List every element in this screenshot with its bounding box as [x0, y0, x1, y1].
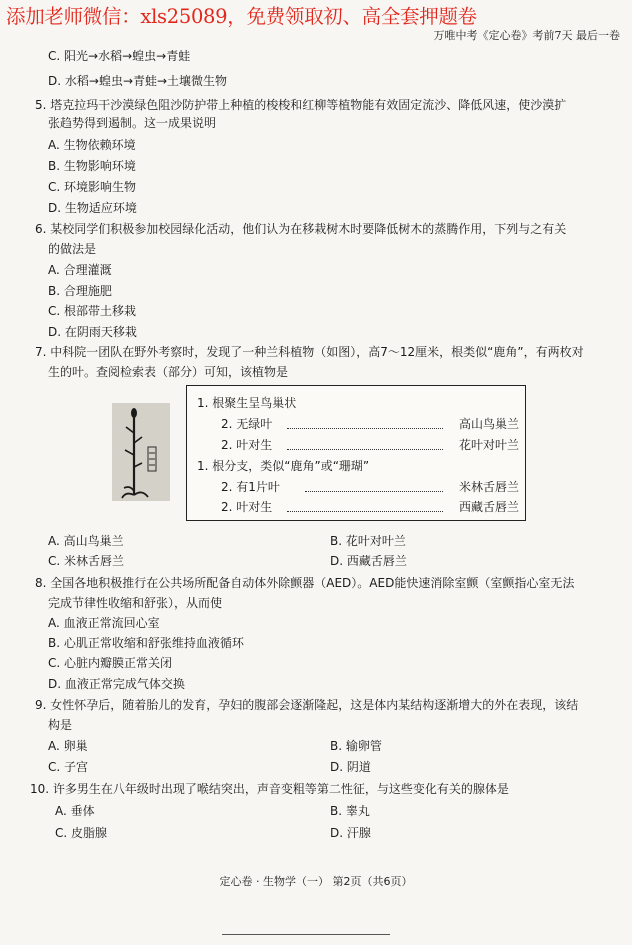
- q5-option-a: A. 生物依赖环境: [48, 138, 136, 152]
- page-footer: 定心卷 · 生物学（一） 第2页（共6页）: [219, 875, 413, 888]
- key-row-6-label: 2. 叶对生: [221, 500, 273, 514]
- q10-option-b: B. 睾丸: [330, 804, 370, 818]
- key-row-5-result: 米林舌唇兰: [458, 480, 519, 494]
- q7-option-b: B. 花叶对叶兰: [330, 534, 406, 548]
- bottom-divider: [222, 934, 390, 935]
- q6-option-a: A. 合理灌溉: [48, 263, 112, 277]
- q5-option-d: D. 生物适应环境: [48, 201, 137, 215]
- q7-option-d: D. 西藏舌唇兰: [330, 554, 407, 568]
- key-row-4: 1. 根分支，类似“鹿角”或“珊瑚”: [197, 459, 370, 473]
- q5-option-c: C. 环境影响生物: [48, 180, 137, 194]
- q6-option-d: D. 在阴雨天移栽: [48, 325, 137, 339]
- q6-stem-cont: 的做法是: [48, 242, 97, 256]
- q10-option-c: C. 皮脂腺: [55, 826, 108, 840]
- q7-option-c: C. 米林舌唇兰: [48, 554, 125, 568]
- q10-option-a: A. 垂体: [55, 804, 95, 818]
- q8-stem-cont: 完成节律性收缩和舒张），从而使: [48, 596, 223, 610]
- q4-option-d: D. 水稻→蝗虫→青蛙→土壤微生物: [48, 74, 228, 88]
- q9-stem: 9. 女性怀孕后，随着胎儿的发育，孕妇的腹部会逐渐隆起，这是体内某结构逐渐增大的外在表现，该结: [35, 698, 579, 712]
- q8-stem: 8. 全国各地积极推行在公共场所配备自动体外除颤器（AED）。AED能快速消除室颤（室颤指心室无法: [35, 576, 575, 590]
- q10-option-d: D. 汗腺: [330, 826, 371, 840]
- dichotomous-key-table: [186, 385, 526, 521]
- q10-stem: 10. 许多男生在八年级时出现了喉结突出，声音变粗等第二性征，与这些变化有关的腺体是: [30, 782, 509, 796]
- q9-option-c: C. 子宫: [48, 760, 89, 774]
- q6-option-c: C. 根部带土移栽: [48, 304, 137, 318]
- key-row-3-result: 花叶对叶兰: [458, 438, 519, 452]
- q9-option-d: D. 阴道: [330, 760, 371, 774]
- key-row-2-label: 2. 无绿叶: [221, 417, 273, 431]
- orchid-plant-icon: [112, 403, 170, 501]
- q6-option-b: B. 合理施肥: [48, 284, 112, 298]
- key-row-3-label: 2. 叶对生: [221, 438, 273, 452]
- q4-option-c: C. 阳光→水稻→蝗虫→青蛙: [48, 49, 191, 63]
- key-row-6-result: 西藏舌唇兰: [458, 500, 519, 514]
- q9-option-a: A. 卵巢: [48, 739, 88, 753]
- q7-stem-cont: 生的叶。查阅检索表（部分）可知，该植物是: [48, 365, 289, 379]
- q7-stem: 7. 中科院一团队在野外考察时，发现了一种兰科植物（如图），高7～12厘米，根类似“鹿角”，有两枚对: [35, 345, 584, 359]
- q5-stem-cont: 张趋势得到遏制。这一成果说明: [48, 116, 217, 130]
- q5-option-b: B. 生物影响环境: [48, 159, 136, 173]
- key-row-1: 1. 根聚生呈鸟巢状: [197, 396, 297, 410]
- q8-option-c: C. 心脏内瓣膜正常关闭: [48, 656, 173, 670]
- exam-subtitle: 万唯中考《定心卷》考前7天 最后一卷: [433, 29, 620, 42]
- q8-option-d: D. 血液正常完成气体交换: [48, 677, 185, 691]
- q8-option-b: B. 心肌正常收缩和舒张维持血液循环: [48, 636, 244, 650]
- promo-banner: 添加老师微信：xls25089，免费领取初、高全套押题卷: [6, 5, 477, 28]
- orchid-photo: [112, 403, 170, 501]
- key-dots: [287, 449, 443, 450]
- q9-stem-cont: 构是: [48, 718, 73, 732]
- key-row-2-result: 高山鸟巢兰: [458, 417, 519, 431]
- key-dots: [287, 428, 443, 429]
- key-dots: [287, 511, 443, 512]
- q5-stem: 5. 塔克拉玛干沙漠绿色阻沙防护带上种植的梭梭和红柳等植物能有效固定流沙、降低风速，使沙漠扩: [35, 98, 567, 112]
- q9-option-b: B. 输卵管: [330, 739, 382, 753]
- q8-option-a: A. 血液正常流回心室: [48, 616, 160, 630]
- q6-stem: 6. 某校同学们积极参加校园绿化活动，他们认为在移栽树木时要降低树木的蒸腾作用，下列与之有关: [35, 222, 567, 236]
- key-row-5-label: 2. 有1片叶: [221, 480, 280, 494]
- key-dots: [305, 491, 443, 492]
- q7-option-a: A. 高山鸟巢兰: [48, 534, 124, 548]
